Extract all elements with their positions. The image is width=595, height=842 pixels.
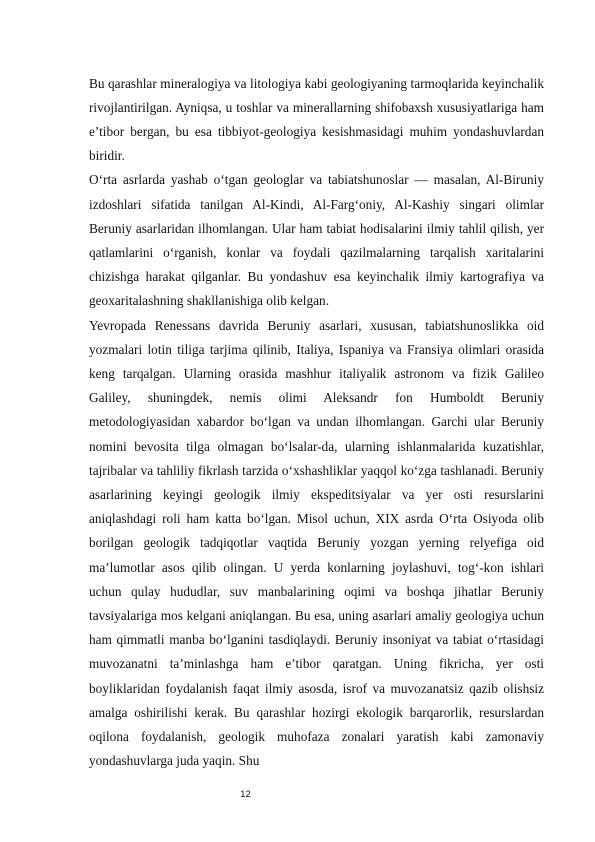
paragraph-2: O‘rta asrlarda yashab o‘tgan geologlar va tabiatshunoslar — masalan, Al-Biruniy izdoshlari sifatida tanilgan Al-Kindi, Al-Farg‘oniy, Al-Kashiy singari olimlar Beruniy asarlaridan ilhomlangan. Ular ham tabiat hodisalarini ilmiy tahlil qilish, yer qatlamlarini o‘rganish, konlar va foydali qazilmalarning tarqalish xaritalarini chizishga harakat qilganlar. Bu yondashuv esa keyinchalik ilmiy kartografiya va geoxaritalashning shakllanishiga olib kelgan. bbox=[89, 172, 544, 309]
page-number: 12 bbox=[240, 789, 251, 800]
document-page bbox=[89, 0, 544, 773]
paragraph-3: Yevropada Renessans davrida Beruniy asarlari, xususan, tabiatshunoslikka oid yozmalari lotin tiliga tarjima qilinib, Italiya, Ispaniya va Fransiya olimlari orasida keng tarqalgan. Ularning orasida mashhur italiyalik astronom va fizik Galileo Galiley, shuningdek, nemis olimi Aleksandr fon Humboldt Beruniy metodologiyasidan xabardor bo‘lgan va undan ilhomlangan. Garchi ular Beruniy nomini bevosita tilga olmagan bo‘lsalar-da, ularning ishlanmalarida kuzatishlar, tajribalar va tahliliy fikrlash tarzida o‘xshashliklar yaqqol ko‘zga tashlanadi. Beruniy asarlarining keyingi geologik ilmiy ekspeditsiyalar va yer osti resurslarini aniqlashdagi roli ham katta bo‘lgan. Misol uchun, XIX asrda O‘rta Osiyoda olib borilgan geologik tadqiqotlar vaqtida Beruniy yozgan yerning relyefiga oid ma’lumotlar asos qilib olingan. U yerda konlarning joylashuvi, tog‘-kon ishlari uchun qulay hududlar, suv manbalarining oqimi va boshqa jihatlar Beruniy tavsiyalariga mos kelgani aniqlangan. Bu esa, uning asarlari amaliy geologiya uchun ham qimmatli manba bo‘lganini tasdiqlaydi. Beruniy insoniyat va tabiat o‘rtasidagi muvozanatni ta’minlashga ham e’tibor qaratgan. Uning fikricha, yer osti boyliklaridan foydalanish faqat ilmiy asosda, isrof va muvozanatsiz qazib olishsiz amalga oshirilishi kerak. Bu qarashlar hozirgi ekologik barqarorlik, resurslardan oqilona foydalanish, geologik muhofaza zonalari yaratish kabi zamonaviy yondashuvlarga juda yaqin. Shu bbox=[89, 317, 544, 769]
paragraph-1: Bu qarashlar mineralogiya va litologiya kabi geologiyaning tarmoqlarida keyinchalik rivojlantirilgan. Ayniqsa, u toshlar va minerallarning shifobaxsh xususiyatlariga ham e’tibor bergan, bu esa tibbiyot-geologiya kesishmasidagi muhim yondashuvlardan biridir. bbox=[89, 75, 544, 164]
